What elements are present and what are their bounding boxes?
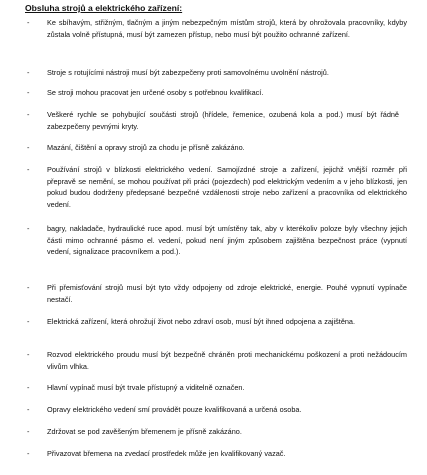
- list-item-text: Zdržovat se pod zavěšeným břemenem je přísně zakázáno.: [47, 427, 242, 436]
- list-item-text: Používání strojů v blízkosti elektrického vedení. Samojízdné stroje a zařízení, jejichž vnější rozměr při přepravě se nemění, se mohou používat při práci (pojezdech) pod elektrickým vedením a v jeho blízkosti, jen pokud budou dodrženy předepsané bezpečné vzdálenosti stroje nebo zařízení a pracovníka od elektrického vedení.: [47, 165, 407, 209]
- bullet-dash: -: [27, 350, 30, 359]
- list-item-text: Rozvod elektrického proudu musí být bezpečně chráněn proti mechanickému poškození a proti nežádoucím vlivům vlhka.: [47, 350, 407, 371]
- list-item-text: Elektrická zařízení, která ohrožují život nebo zdraví osob, musí být ihned odpojena a zajištěna.: [47, 317, 356, 326]
- bullet-dash: -: [27, 405, 30, 414]
- list-item-text: Ke sbíhavým, střižným, tlačným a jiným nebezpečným místům strojů, která by ohrožovala pracovníky, kdyby zůstala volně přístupná, musí být zamezen přístup, nebo musí být použito ochranné zařízení.: [47, 18, 407, 39]
- bullet-dash: -: [27, 449, 30, 458]
- bullet-dash: -: [27, 165, 30, 174]
- list-item-text: Přivazovat břemena na zvedací prostředek může jen kvalifikovaný vazač.: [47, 449, 286, 458]
- list-item-text: Mazání, čištění a opravy strojů za chodu je přísně zakázáno.: [47, 143, 245, 152]
- bullet-dash: -: [27, 110, 30, 119]
- list-item-text: bagry, nakladače, hydraulické ruce apod. musí být umístěny tak, aby v kterékoliv poloze byly všechny jejich části mimo ochranné pásmo el. vedení, pokud není jiným způsobem zajištěna bezpečnost práce (vypnutí vedení, signalizace pracovníkem a pod.).: [47, 224, 407, 257]
- bullet-dash: -: [27, 317, 30, 326]
- list-item-text: Veškeré rychle se pohybující součásti strojů (hřídele, řemenice, ozubená kola a pod.) musí být řádně zabezpečeny pevnými kryty.: [47, 110, 399, 131]
- section-heading: Obsluha strojů a elektrického zařízení:: [25, 3, 183, 13]
- bullet-dash: -: [27, 88, 30, 97]
- bullet-dash: -: [27, 383, 30, 392]
- bullet-dash: -: [27, 427, 30, 436]
- list-item-text: Opravy elektrického vedení smí provádět pouze kvalifikovaná a určená osoba.: [47, 405, 302, 414]
- bullet-dash: -: [27, 143, 30, 152]
- list-item-text: Hlavní vypínač musí být trvale přístupný a viditelně označen.: [47, 383, 245, 392]
- list-item-text: Stroje s rotujícími nástroji musí být zabezpečeny proti samovolnému uvolnění nástrojů.: [47, 68, 329, 77]
- bullet-dash: -: [27, 283, 30, 292]
- list-item-text: Při přemisťování strojů musí být tyto vždy odpojeny od zdroje elektrické, energie. Pouhé vypnutí vypínače nestačí.: [47, 283, 407, 304]
- bullet-dash: -: [27, 18, 30, 27]
- list-item-text: Se stroji mohou pracovat jen určené osoby s potřebnou kvalifikací.: [47, 88, 264, 97]
- bullet-dash: -: [27, 224, 30, 233]
- bullet-dash: -: [27, 68, 30, 77]
